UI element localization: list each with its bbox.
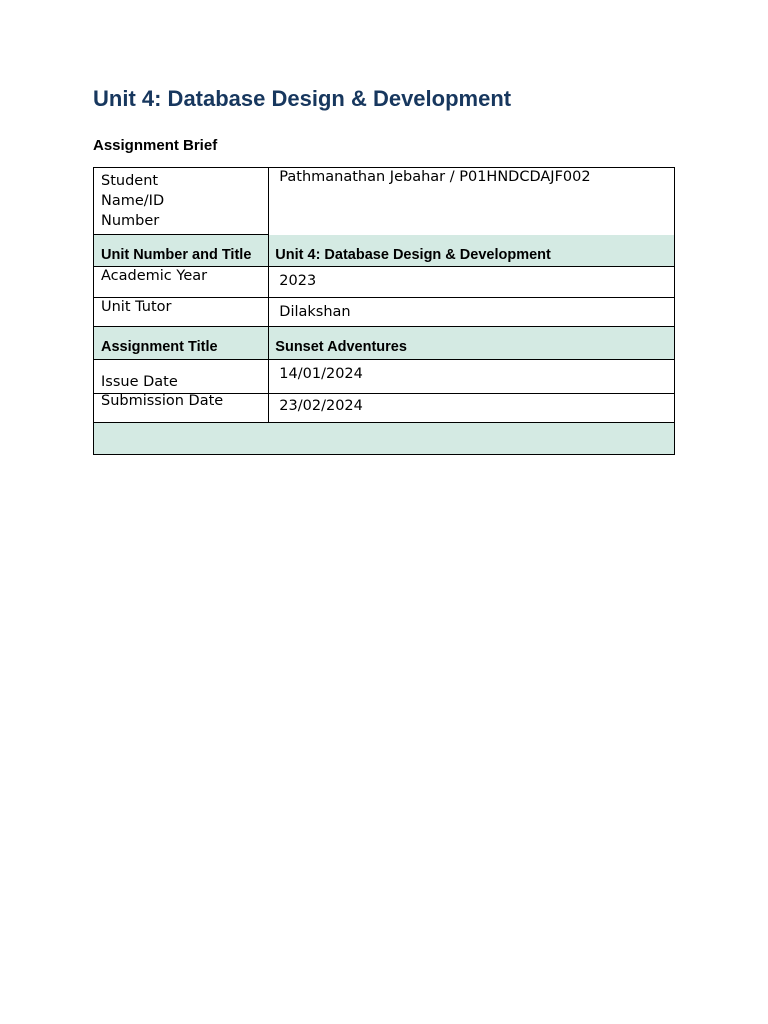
issue-date-label: Issue Date [101, 374, 178, 390]
submission-date-label-cell [94, 394, 269, 423]
table-row-submission-date [94, 394, 675, 423]
academic-year-label: Academic Year [101, 268, 208, 284]
academic-year-value: 2023 [279, 273, 317, 289]
table-row-issue-date [94, 360, 675, 394]
unit-label-cell [94, 235, 269, 267]
issue-date-value-cell [269, 360, 675, 394]
unit-label: Unit Number and Title [101, 247, 252, 263]
assignment-brief-table [93, 167, 675, 455]
page-title: Unit 4: Database Design & Development [93, 86, 512, 111]
unit-tutor-value-cell [269, 298, 675, 327]
student-label-line3: Number [101, 213, 160, 229]
assignment-title-value-cell [269, 327, 675, 360]
student-name-id-value: Pathmanathan Jebahar / P01HNDCDAJF002 [279, 169, 591, 185]
assignment-title-label: Assignment Title [101, 339, 218, 355]
student-label-cell [94, 168, 269, 235]
submission-date-value-cell [269, 394, 675, 423]
unit-value-cell [269, 235, 675, 267]
issue-date-value: 14/01/2024 [279, 366, 363, 382]
unit-tutor-label: Unit Tutor [101, 299, 172, 315]
assignment-title-label-cell [94, 327, 269, 360]
student-label-line1: Student [101, 173, 159, 189]
table-row-student [94, 168, 675, 235]
student-label-line2: Name/ID [101, 193, 165, 209]
unit-tutor-value: Dilakshan [279, 304, 351, 320]
table-row-assignment-title [94, 327, 675, 360]
academic-year-label-cell [94, 267, 269, 298]
assignment-title-value: Sunset Adventures [275, 339, 407, 355]
submission-date-label: Submission Date [101, 393, 224, 409]
table-row-academic-year [94, 267, 675, 298]
table-row-empty [94, 423, 675, 455]
unit-tutor-label-cell [94, 298, 269, 327]
submission-date-value: 23/02/2024 [279, 398, 363, 414]
section-heading: Assignment Brief [93, 137, 218, 154]
issue-date-label-cell [94, 360, 269, 394]
table-row-unit [94, 235, 675, 267]
unit-value: Unit 4: Database Design & Development [275, 246, 551, 263]
empty-shaded-cell [94, 423, 675, 455]
table-row-unit-tutor [94, 298, 675, 327]
student-value-cell [269, 168, 675, 235]
academic-year-value-cell [269, 267, 675, 298]
